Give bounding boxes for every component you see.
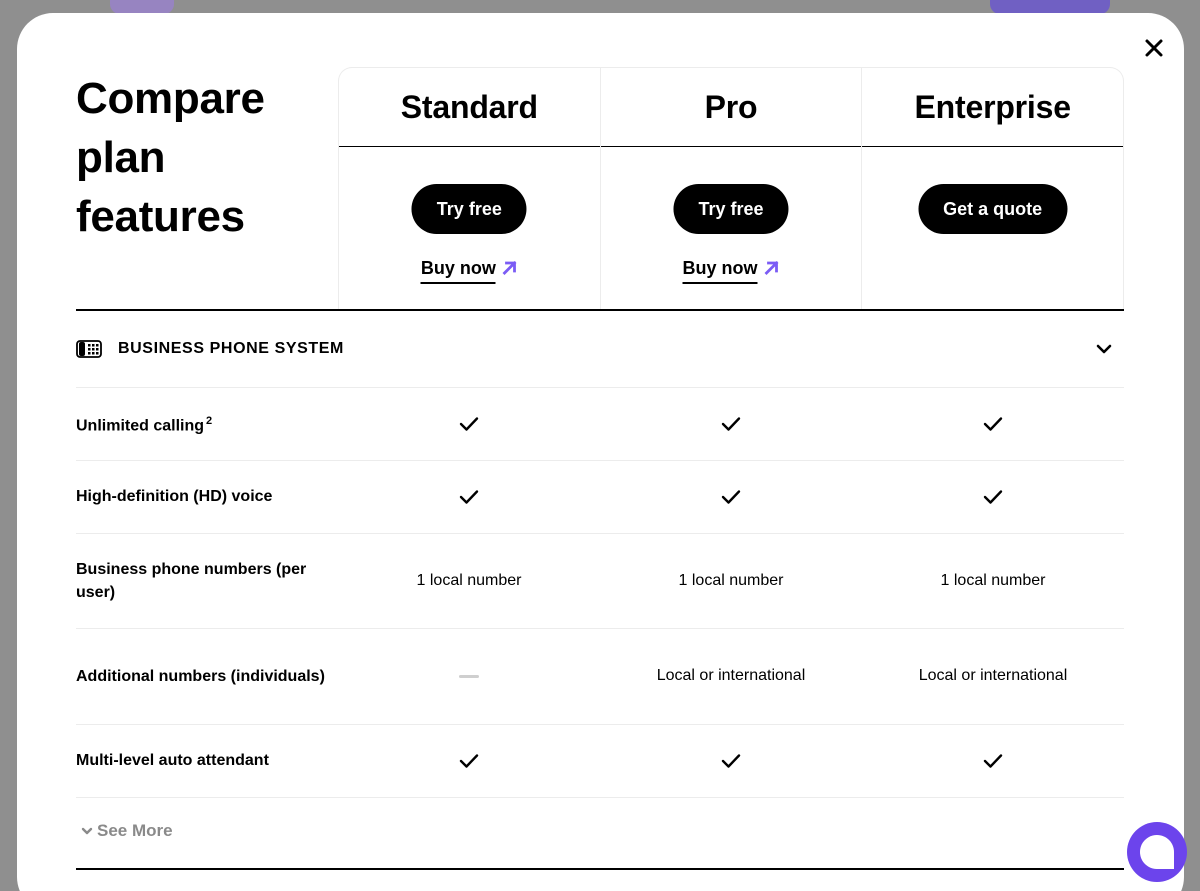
chat-launcher-button[interactable] xyxy=(1127,822,1187,882)
get-a-quote-button[interactable]: Get a quote xyxy=(918,184,1067,234)
cell-pro xyxy=(600,489,862,505)
check-icon xyxy=(983,489,1003,505)
close-button[interactable] xyxy=(1143,37,1165,59)
plan-name: Pro xyxy=(601,68,862,147)
compare-plans-modal xyxy=(17,13,1184,891)
feature-label: High-definition (HD) voice xyxy=(76,488,273,505)
try-free-button[interactable]: Try free xyxy=(412,184,527,234)
cell-enterprise xyxy=(862,416,1124,432)
buy-now-link[interactable] xyxy=(683,258,780,284)
check-icon xyxy=(721,416,741,432)
section-title: BUSINESS PHONE SYSTEM xyxy=(118,340,344,357)
cell-enterprise xyxy=(862,753,1124,769)
table-row xyxy=(76,724,1124,798)
cell-standard xyxy=(338,416,600,432)
check-icon xyxy=(459,416,479,432)
chevron-down-icon xyxy=(81,826,93,836)
arrow-up-right-icon xyxy=(764,260,780,276)
chat-bubble-icon xyxy=(1135,830,1179,874)
cell-pro: 1 local number xyxy=(678,571,784,589)
feature-label: Business phone numbers (per user) xyxy=(76,560,307,601)
check-icon xyxy=(721,753,741,769)
feature-label: Multi-level auto attendant xyxy=(76,752,269,769)
arrow-up-right-icon xyxy=(502,260,518,276)
page-title: Compare plan features xyxy=(76,74,265,241)
plan-name: Enterprise xyxy=(862,68,1123,147)
close-icon xyxy=(1143,37,1165,59)
feature-label: Unlimited calling $^2$ xyxy=(76,414,213,435)
check-icon xyxy=(983,416,1003,432)
cell-pro xyxy=(600,416,862,432)
cell-enterprise: Local or international xyxy=(918,667,1068,684)
divider xyxy=(76,868,1124,870)
see-more-button[interactable] xyxy=(81,821,173,841)
see-more-label: See More xyxy=(97,821,173,840)
cell-standard: 1 local number xyxy=(416,571,522,589)
check-icon xyxy=(459,489,479,505)
table-row xyxy=(76,533,1124,629)
cell-pro xyxy=(600,753,862,769)
table-row xyxy=(76,387,1124,461)
buy-now-label: Buy now xyxy=(683,258,758,284)
cell-enterprise: 1 local number xyxy=(940,571,1046,589)
check-icon xyxy=(983,753,1003,769)
chevron-down-icon xyxy=(1096,343,1112,355)
cell-standard xyxy=(338,753,600,769)
plan-column-standard xyxy=(339,68,601,309)
table-row xyxy=(76,460,1124,534)
desk-phone-icon xyxy=(76,339,102,359)
not-included-dash xyxy=(459,675,479,678)
check-icon xyxy=(459,753,479,769)
plan-header xyxy=(338,67,1124,309)
cell-standard xyxy=(338,675,600,678)
backdrop-button xyxy=(990,0,1110,14)
try-free-button[interactable]: Try free xyxy=(673,184,788,234)
feature-label: Additional numbers (individuals) xyxy=(76,667,325,685)
cell-enterprise xyxy=(862,489,1124,505)
backdrop-accent xyxy=(110,0,174,14)
cell-pro: Local or international xyxy=(656,667,806,684)
plan-name: Standard xyxy=(339,68,600,147)
plan-column-pro xyxy=(601,68,863,309)
section-toggle-business-phone-system[interactable] xyxy=(76,311,1124,388)
check-icon xyxy=(721,489,741,505)
plan-column-enterprise xyxy=(862,68,1123,309)
buy-now-label: Buy now xyxy=(421,258,496,284)
table-row xyxy=(76,628,1124,725)
cell-standard xyxy=(338,489,600,505)
buy-now-link[interactable] xyxy=(421,258,518,284)
footnote-marker[interactable]: 2 xyxy=(206,414,213,427)
